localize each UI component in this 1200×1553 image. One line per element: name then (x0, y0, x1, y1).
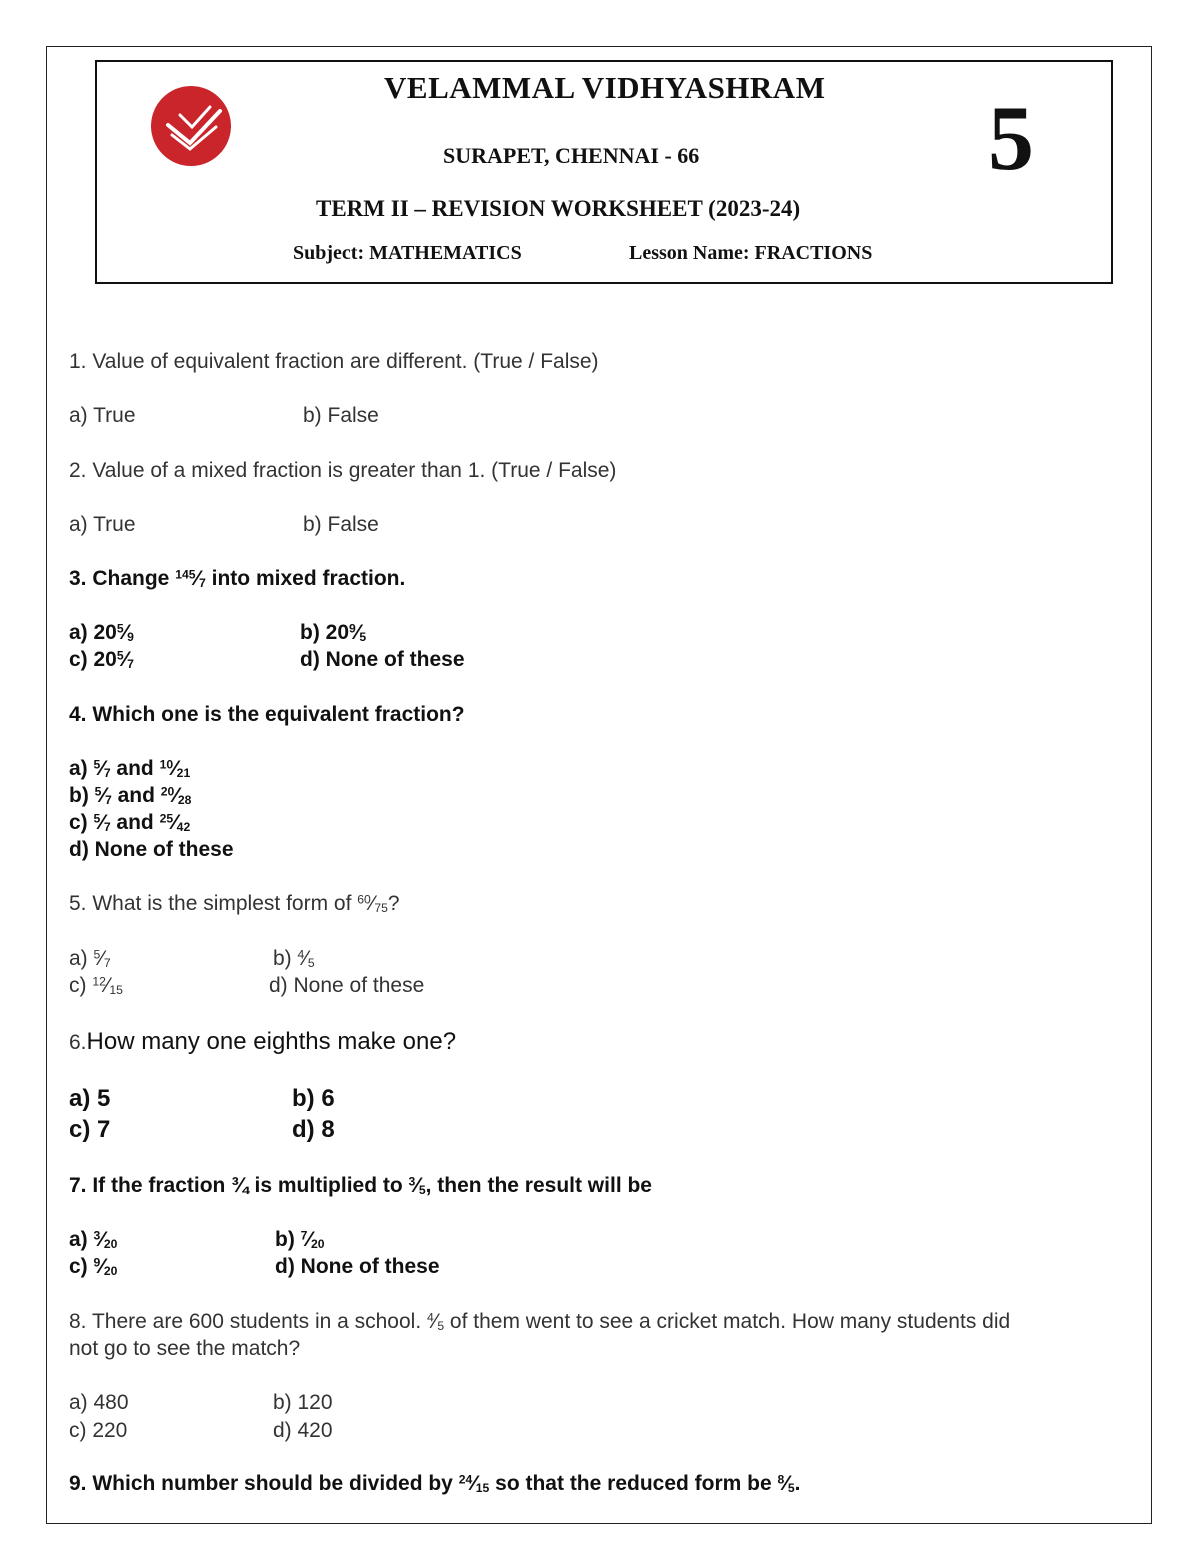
q6-option-b: b) 6 (292, 1085, 335, 1112)
q1-option-a: a) True (69, 404, 136, 427)
school-logo (150, 85, 232, 167)
question-7: 7. If the fraction ¾ is multiplied to $^3⁄_5$, then the result will be (69, 1174, 652, 1197)
question-8: 8. There are 600 students in a school. $^4⁄_5$ of them went to see a cricket match. How many students did (69, 1310, 1011, 1333)
q5-option-a: a) $^5⁄_7$ (69, 947, 111, 970)
q6-option-a: a) 5 (69, 1085, 111, 1112)
q2-option-a: a) True (69, 513, 136, 536)
q4-option-d: d) None of these (69, 838, 234, 861)
q8-option-d: d) 420 (273, 1419, 333, 1442)
q8-option-c: c) 220 (69, 1419, 128, 1442)
worksheet-title: TERM II – REVISION WORKSHEET (2023-24) (316, 196, 801, 221)
q4-option-b: b) $^5⁄_7$ and $^{20}⁄_{28}$ (69, 784, 192, 807)
question-6: 6.How many one eighths make one? (69, 1028, 457, 1055)
q7-option-c: c) $^9⁄_{20}$ (69, 1255, 118, 1278)
q1-option-b: b) False (303, 404, 379, 427)
q8-option-b: b) 120 (273, 1391, 333, 1414)
q3-option-c: c) $20^5⁄_7$ (69, 648, 134, 671)
school-location: SURAPET, CHENNAI - 66 (443, 143, 700, 168)
question-3: 3. Change $^{145}⁄_7$ into mixed fraction. (69, 567, 406, 590)
q7-option-b: b) $^7⁄_{20}$ (275, 1228, 325, 1251)
q3-option-b: b) $20^9⁄_5$ (300, 621, 367, 644)
q7-option-d: d) None of these (275, 1255, 440, 1278)
subject-label: Subject: MATHEMATICS (293, 242, 522, 264)
q6-option-d: d) 8 (292, 1116, 335, 1143)
fraction: $^{145}⁄_7$ (175, 567, 206, 590)
grade-number: 5 (988, 87, 1034, 189)
q6-option-c: c) 7 (69, 1116, 111, 1143)
q4-option-a: a) $^5⁄_7$ and $^{10}⁄_{21}$ (69, 757, 191, 780)
q2-option-b: b) False (303, 513, 379, 536)
question-9: 9. Which number should be divided by $^{24}⁄_{15}$ so that the reduced form be $^8⁄_5$. (69, 1472, 801, 1495)
q8-option-a: a) 480 (69, 1391, 129, 1414)
lesson-label: Lesson Name: FRACTIONS (629, 242, 873, 264)
q5-option-d: d) None of these (269, 974, 425, 997)
question-8-line-2: not go to see the match? (69, 1337, 301, 1360)
question-1: 1. Value of equivalent fraction are different. (True / False) (69, 350, 599, 373)
q4-option-c: c) $^5⁄_7$ and $^{25}⁄_{42}$ (69, 811, 191, 834)
question-2: 2. Value of a mixed fraction is greater than 1. (True / False) (69, 459, 617, 482)
q3-option-a: a) $20^5⁄_9$ (69, 621, 134, 644)
q7-option-a: a) $^3⁄_{20}$ (69, 1228, 118, 1251)
school-name: VELAMMAL VIDHYASHRAM (384, 70, 826, 105)
q5-option-b: b) $^4⁄_5$ (273, 947, 315, 970)
q3-option-d: d) None of these (300, 648, 465, 671)
question-4: 4. Which one is the equivalent fraction? (69, 703, 465, 726)
q5-option-c: c) $^{12}⁄_{15}$ (69, 974, 123, 997)
question-5: 5. What is the simplest form of $^{60}⁄_{75}$? (69, 892, 400, 915)
